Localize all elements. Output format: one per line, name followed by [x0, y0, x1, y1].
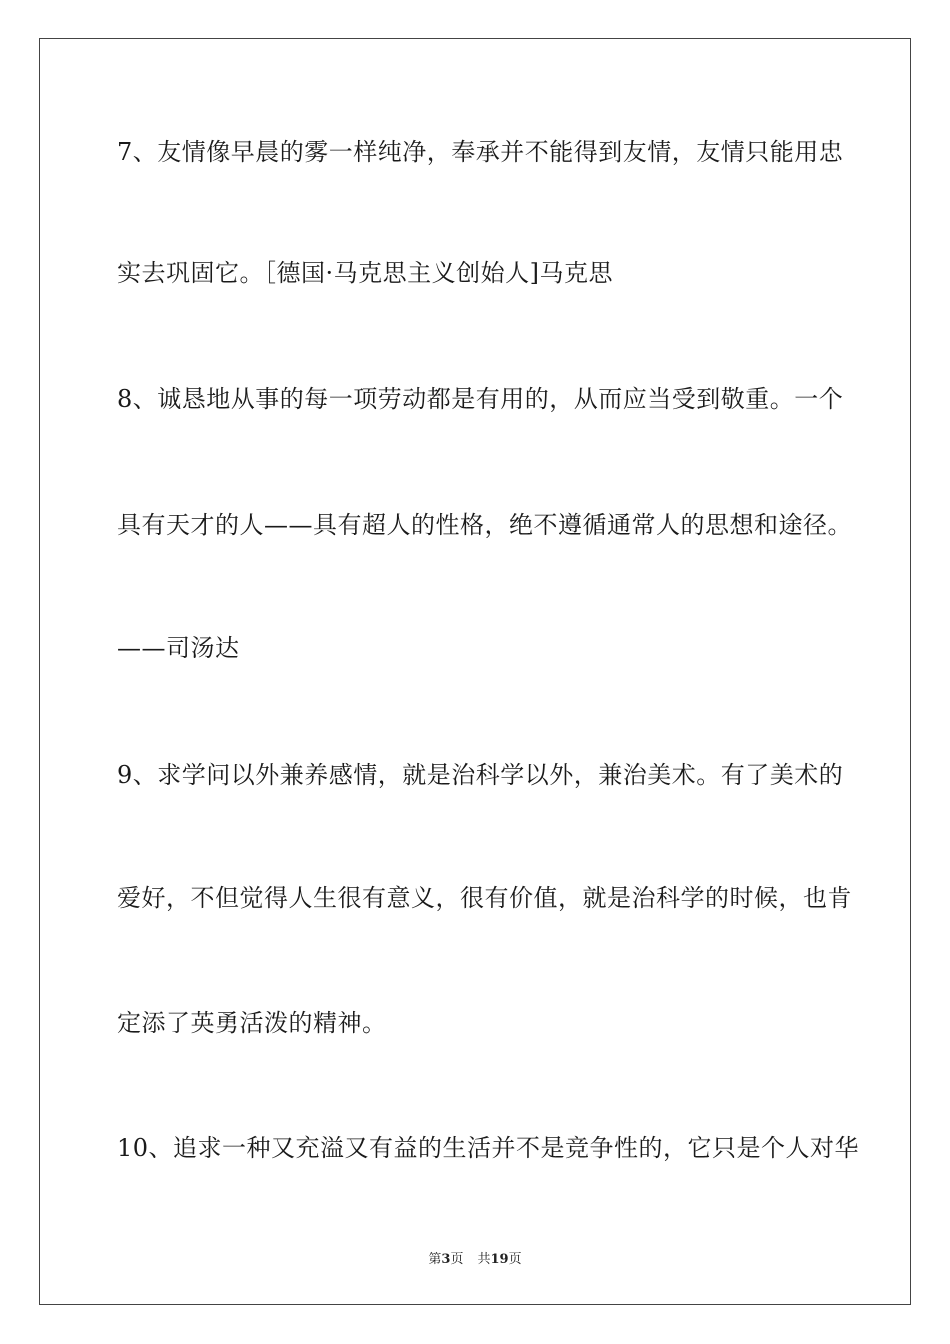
- total-pages: 19: [490, 1252, 509, 1267]
- quote-7-line-2: 实去巩固它。［德国·马克思主义创始人]马克思: [117, 259, 613, 287]
- quote-8-line-2: 具有天才的人——具有超人的性格，绝不遵循通常人的思想和途径。: [117, 511, 852, 539]
- quote-9-line-2: 爱好，不但觉得人生很有意义，很有价值，就是治科学的时候，也肯: [117, 884, 852, 912]
- quote-9-line-3: 定添了英勇活泼的精神。: [117, 1009, 387, 1037]
- page-prefix: 第: [428, 1252, 442, 1267]
- page-footer: [0, 1248, 950, 1267]
- quote-8-attribution: ——司汤达: [117, 634, 240, 662]
- page-number: 3: [441, 1252, 451, 1267]
- quote-9-line-1: 9、求学问以外兼养感情，就是治科学以外，兼治美术。有了美术的: [117, 761, 844, 789]
- quote-8-line-1: 8、诚恳地从事的每一项劳动都是有用的，从而应当受到敬重。一个: [117, 385, 844, 413]
- page-border: [39, 38, 911, 1305]
- quote-10-line-1: 10、追求一种又充溢又有益的生活并不是竞争性的，它只是个人对华: [117, 1134, 860, 1162]
- total-prefix: 共: [477, 1252, 491, 1267]
- quote-7-line-1: 7、友情像早晨的雾一样纯净，奉承并不能得到友情，友情只能用忠: [117, 138, 844, 166]
- total-suffix: 页: [508, 1252, 522, 1267]
- page-suffix: 页: [450, 1252, 464, 1267]
